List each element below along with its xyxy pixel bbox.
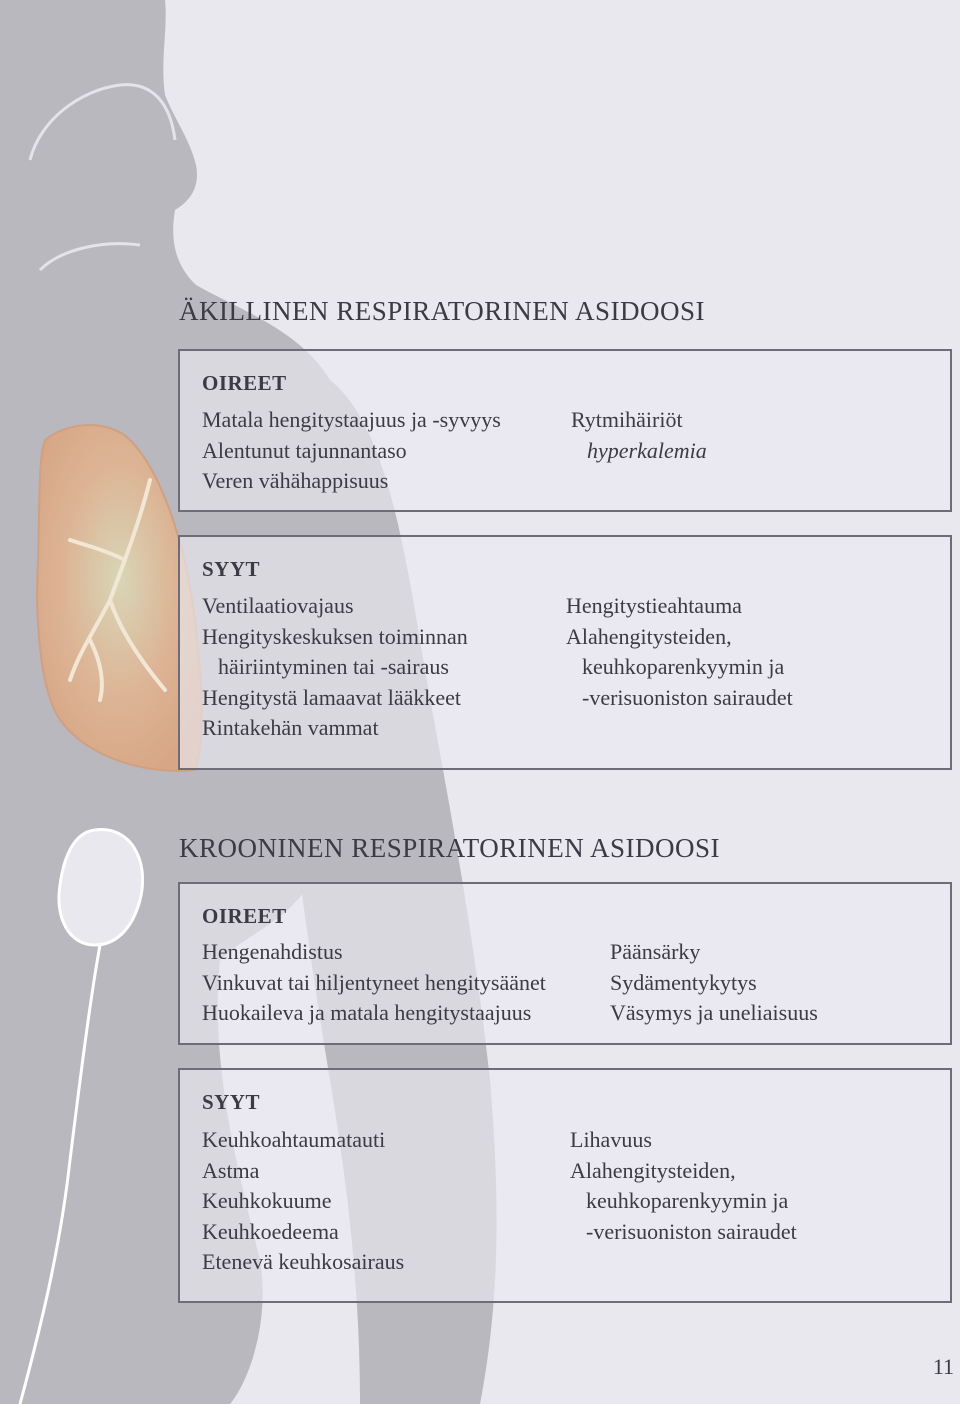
list-item: Alahengitysteiden, (570, 1157, 736, 1183)
list-item: Ventilaatiovajaus (202, 593, 354, 618)
list-item: keuhkoparenkyymin ja (582, 654, 785, 679)
list-item: Matala hengitystaajuus ja -syvyys (202, 407, 501, 432)
list-item: -verisuoniston sairaudet (586, 1218, 797, 1244)
list-item: Veren vähähappisuus (202, 468, 389, 493)
list-item: Keuhkoahtaumatauti (202, 1127, 386, 1152)
acute-causes-box (178, 535, 952, 770)
chronic-causes-box (178, 1068, 952, 1303)
chronic-symptoms-left-list (202, 937, 546, 1029)
chronic-causes-heading: SYYT (202, 1090, 261, 1114)
acute-symptoms-right-list (571, 405, 707, 466)
page-number: 11 (932, 1354, 954, 1379)
acute-symptoms-left-list (202, 405, 501, 497)
list-item: Astma (202, 1157, 260, 1183)
acute-causes-right-list (566, 591, 793, 713)
list-item: Hengenahdistus (202, 939, 343, 964)
list-item: Alahengitysteiden, (566, 623, 732, 649)
list-item: -verisuoniston sairaudet (582, 684, 793, 710)
list-item: Hengitystä lamaavat lääkkeet (202, 684, 461, 710)
list-item: Alentunut tajunnantaso (202, 437, 407, 463)
list-item: Sydämentykytys (610, 969, 757, 995)
list-item: Lihavuus (570, 1127, 652, 1152)
acute-section-title: ÄKILLINEN RESPIRATORINEN ASIDOOSI (179, 296, 706, 326)
list-item: Etenevä keuhkosairaus (202, 1249, 405, 1274)
list-item: häiriintyminen tai -sairaus (218, 654, 449, 679)
chronic-symptoms-box (178, 882, 952, 1045)
acute-symptoms-box (178, 349, 952, 512)
list-item: Keuhkokuume (202, 1188, 332, 1213)
list-item: Hengitystieahtauma (566, 593, 742, 618)
list-item: Rytmihäiriöt (571, 407, 683, 432)
acute-causes-heading: SYYT (202, 557, 261, 581)
acute-symptoms-heading: OIREET (202, 371, 287, 395)
list-item: Huokaileva ja matala hengitystaajuus (202, 1000, 532, 1025)
list-item: Päänsärky (610, 939, 701, 964)
chronic-causes-left-list (202, 1125, 404, 1278)
list-item: Rintakehän vammat (202, 715, 379, 740)
acute-causes-left-list (202, 591, 468, 744)
list-item: Hengityskeskuksen toiminnan (202, 623, 468, 649)
list-item: Keuhkoedeema (202, 1218, 339, 1244)
list-item: keuhkoparenkyymin ja (586, 1188, 789, 1213)
list-item: Vinkuvat tai hiljentyneet hengitysäänet (202, 969, 546, 995)
chronic-symptoms-heading: OIREET (202, 904, 287, 928)
list-item: Väsymys ja uneliaisuus (610, 1000, 818, 1025)
chronic-symptoms-right-list (610, 937, 818, 1029)
chronic-causes-right-list (570, 1125, 797, 1247)
list-item: hyperkalemia (587, 437, 707, 463)
chronic-section-title: KROONINEN RESPIRATORINEN ASIDOOSI (179, 833, 721, 863)
